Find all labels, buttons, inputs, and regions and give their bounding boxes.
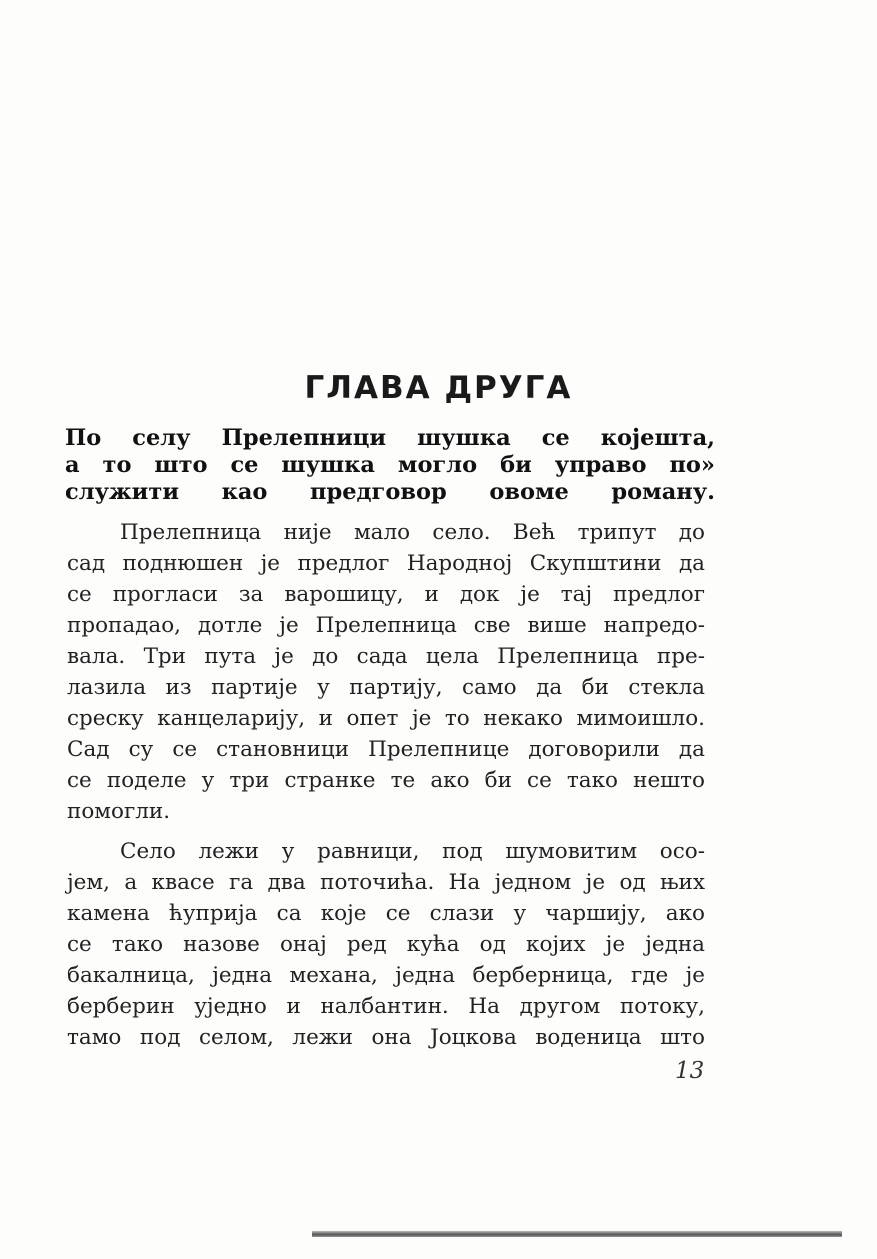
text-line: берберин уједно и налбантин. На другом потоку, [67, 994, 705, 1019]
paragraph-2 [67, 836, 705, 1053]
text-line: се прогласи за варошицу, и док је тај предлог [67, 582, 705, 607]
bottom-edge-shadow [312, 1231, 842, 1237]
body-text [67, 517, 705, 1053]
subtitle-line: служити као предговор овоме роману. [65, 479, 715, 505]
text-line: среску канцеларију, и опет је то некако мимоишло. [67, 706, 705, 731]
text-line: камена ћуприја са које се слази у чаршију, ако [67, 901, 705, 926]
text-line: лазила из партије у партију, само да би стекла [67, 675, 705, 700]
text-line: бакалница, једна механа, једна берберница, где је [67, 963, 705, 988]
subtitle-line: а то што се шушка могло би управо по» [65, 452, 715, 478]
chapter-subtitle [65, 425, 715, 506]
text-line: сад поднюшен је предлог Народној Скупштини да [67, 551, 705, 576]
text-line: се тако назове онај ред кућа од којих је једна [67, 932, 705, 957]
text-line: пропадао, дотле је Прелепница све више напредо- [67, 613, 705, 638]
text-line: Сад су се становници Прелепнице договорили да [67, 737, 705, 762]
text-line: се поделе у три странке те ако би се тако нешто [67, 768, 705, 793]
text-line: тамо под селом, лежи она Јоцкова воденица што [67, 1025, 705, 1050]
paragraph-1 [67, 517, 705, 827]
subtitle-line: По селу Прелепници шушка се којешта, [65, 425, 715, 451]
text-line: Прелепница није мало село. Већ трипут до [120, 520, 705, 545]
text-line: јем, а квасе га два поточића. На једном је од њих [67, 870, 705, 895]
chapter-title: ГЛАВА ДРУГА [304, 370, 573, 406]
page-number: 13 [675, 1058, 705, 1084]
text-line: помогли. [67, 799, 171, 824]
text-line: Село лежи у равници, под шумовитим осо- [120, 839, 705, 864]
text-line: вала. Три пута је до сада цела Прелепница пре- [67, 644, 705, 669]
